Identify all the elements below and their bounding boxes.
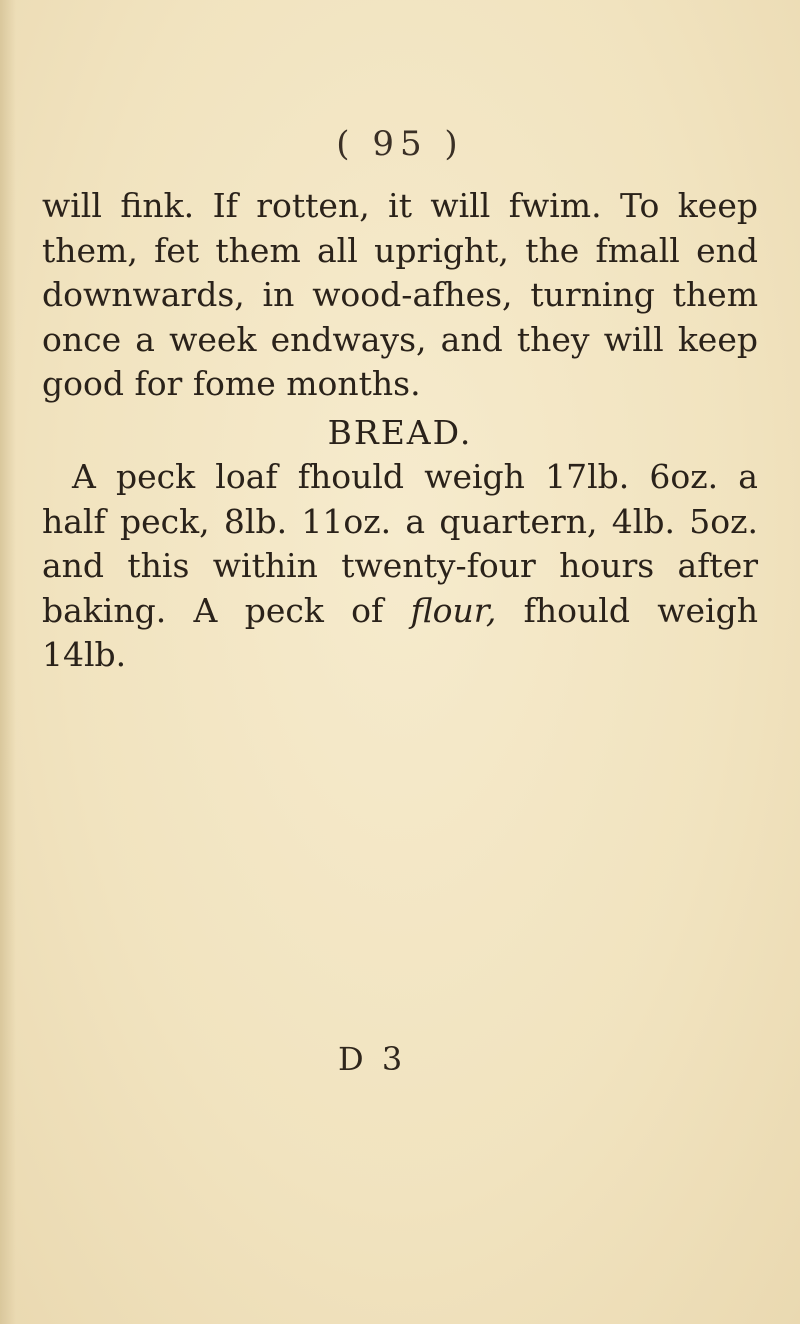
section-heading: BREAD. [327, 412, 473, 452]
text-line: and this within twenty-four hours after [42, 546, 758, 585]
text-fragment: fhould weigh [496, 590, 758, 630]
text-line: them, fet them all upright, the fmall end [42, 230, 758, 270]
text-line: downwards, in wood-afhes, turning them [42, 275, 758, 314]
text-line: will fink. If rotten, it will fwim. To keep [42, 186, 758, 225]
text-line [42, 589, 758, 634]
text-line: 14lb. [42, 635, 127, 674]
signature-mark: D 3 [338, 1040, 407, 1078]
page-number: ( 95 ) [336, 124, 464, 164]
text-line: once a week endways, and they will keep [42, 319, 758, 359]
body-text [42, 184, 758, 678]
binding-shadow [0, 0, 16, 1324]
text-line: good for fome months. [42, 364, 421, 403]
italic-word: flour, [410, 590, 497, 630]
text-line: A peck loaf fhould weigh 17lb. 6oz. a [72, 457, 758, 496]
text-fragment: baking. A peck of [42, 590, 411, 630]
text-line: half peck, 8lb. 11oz. a quartern, 4lb. 5oz. [42, 501, 758, 541]
